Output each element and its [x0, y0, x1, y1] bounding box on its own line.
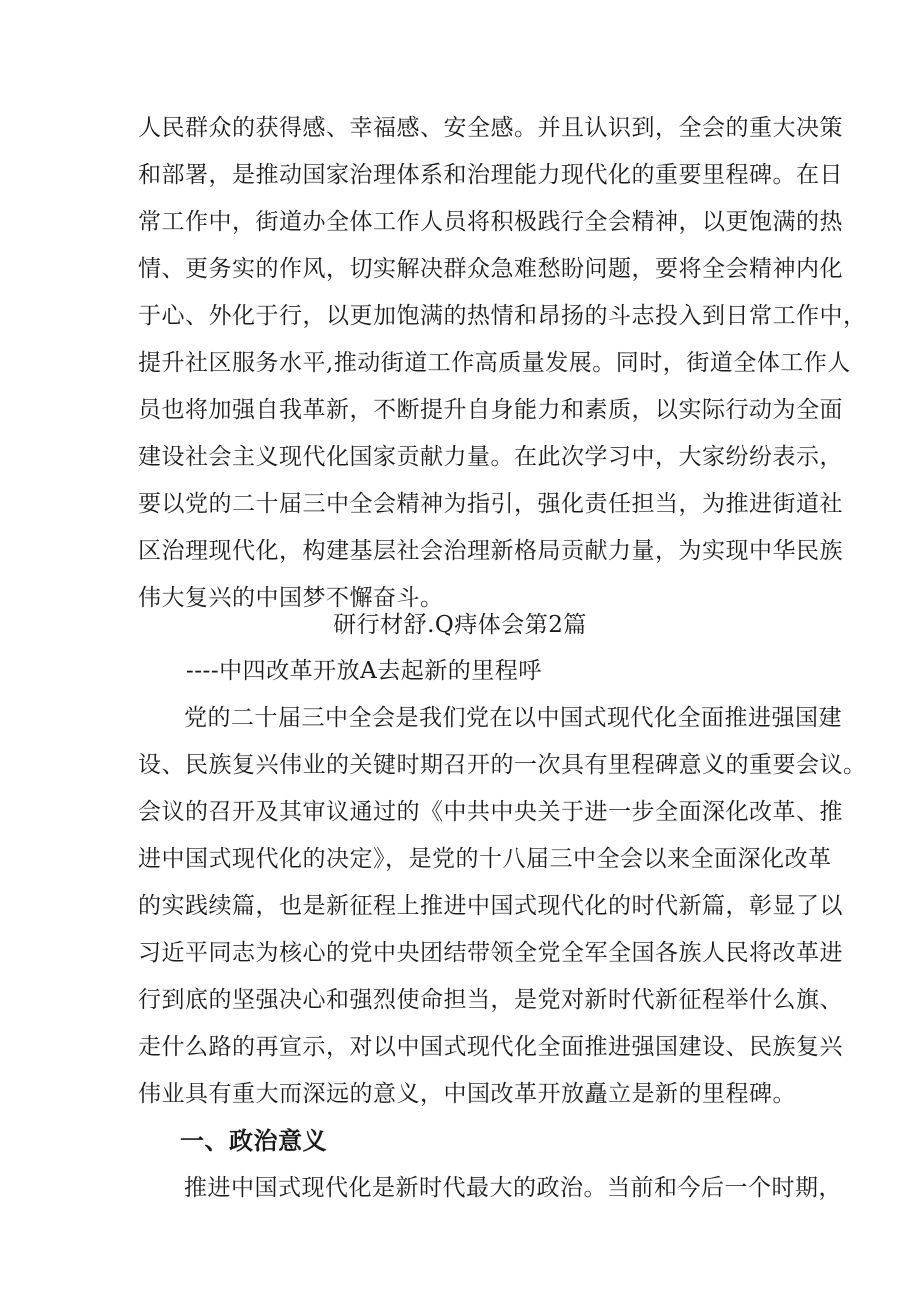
paragraph-2-line: 走什么路的再宣示，对以中国式现代化全面推进强国建设、民族复兴	[138, 1034, 843, 1060]
paragraph-1-line: 和部署，是推动国家治理体系和治理能力现代化的重要里程碑。在日	[138, 162, 843, 188]
paragraph-1-line: 情、更务实的作风，切实解决群众急难愁盼问题，要将全会精神内化	[138, 256, 843, 282]
section-title: 研行材舒.Q痔体会第2篇	[333, 612, 587, 638]
paragraph-2-line: 进中国式现代化的决定》，是党的十八届三中全会以来全面深化改革	[138, 846, 832, 872]
paragraph-2-line: 党的二十届三中全会是我们党在以中国式现代化全面推进强国建	[184, 705, 842, 731]
paragraph-2-line: 伟业具有重大而深远的意义，中国改革开放矗立是新的里程碑。	[138, 1081, 796, 1107]
paragraph-1-line: 于心、外化于行，以更加饱满的热情和昂扬的斗志投入到日常工作中，	[138, 303, 867, 329]
paragraph-2-line: 会议的召开及其审议通过的《中共中央关于进一步全面深化改革、推	[138, 799, 843, 825]
section-subtitle: ----中四改革开放A去起新的里程呼	[186, 658, 542, 684]
paragraph-1-line: 员也将加强自我革新，不断提升自身能力和素质，以实际行动为全面	[138, 397, 843, 423]
paragraph-2-line: 习近平同志为核心的党中央团结带领全党全军全国各族人民将改革进	[138, 940, 843, 966]
paragraph-1-line: 人民群众的获得感、幸福感、安全感。并且认识到，全会的重大决策	[138, 115, 843, 141]
paragraph-1-line: 常工作中，街道办全体工作人员将积极践行全会精神，以更饱满的热	[138, 209, 843, 235]
paragraph-2-line: 的实践续篇，也是新征程上推进中国式现代化的时代新篇，彰显了以	[138, 893, 843, 919]
paragraph-3-line: 推进中国式现代化是新时代最大的政治。当前和今后一个时期，	[184, 1175, 842, 1201]
paragraph-1-line: 建设社会主义现代化国家贡献力量。在此次学习中，大家纷纷表示，	[138, 444, 843, 470]
paragraph-1-line: 区治理现代化，构建基层社会治理新格局贡献力量，为实现中华民族	[138, 538, 843, 564]
paragraph-1-line: 伟大复兴的中国梦不懈奋斗。	[138, 585, 444, 611]
paragraph-1-line: 要以党的二十届三中全会精神为指引，强化责任担当，为推进街道社	[138, 491, 843, 517]
section-heading: 一、政治意义	[180, 1127, 327, 1155]
paragraph-2-line: 设、民族复兴伟业的关键时期召开的一次具有里程碑意义的重要会议。	[138, 752, 867, 778]
paragraph-2-line: 行到底的坚强决心和强烈使命担当，是党对新时代新征程举什么旗、	[138, 987, 843, 1013]
paragraph-1-line: 提升社区服务水平,推动街道工作高质量发展。同时，街道全体工作人	[138, 350, 851, 376]
